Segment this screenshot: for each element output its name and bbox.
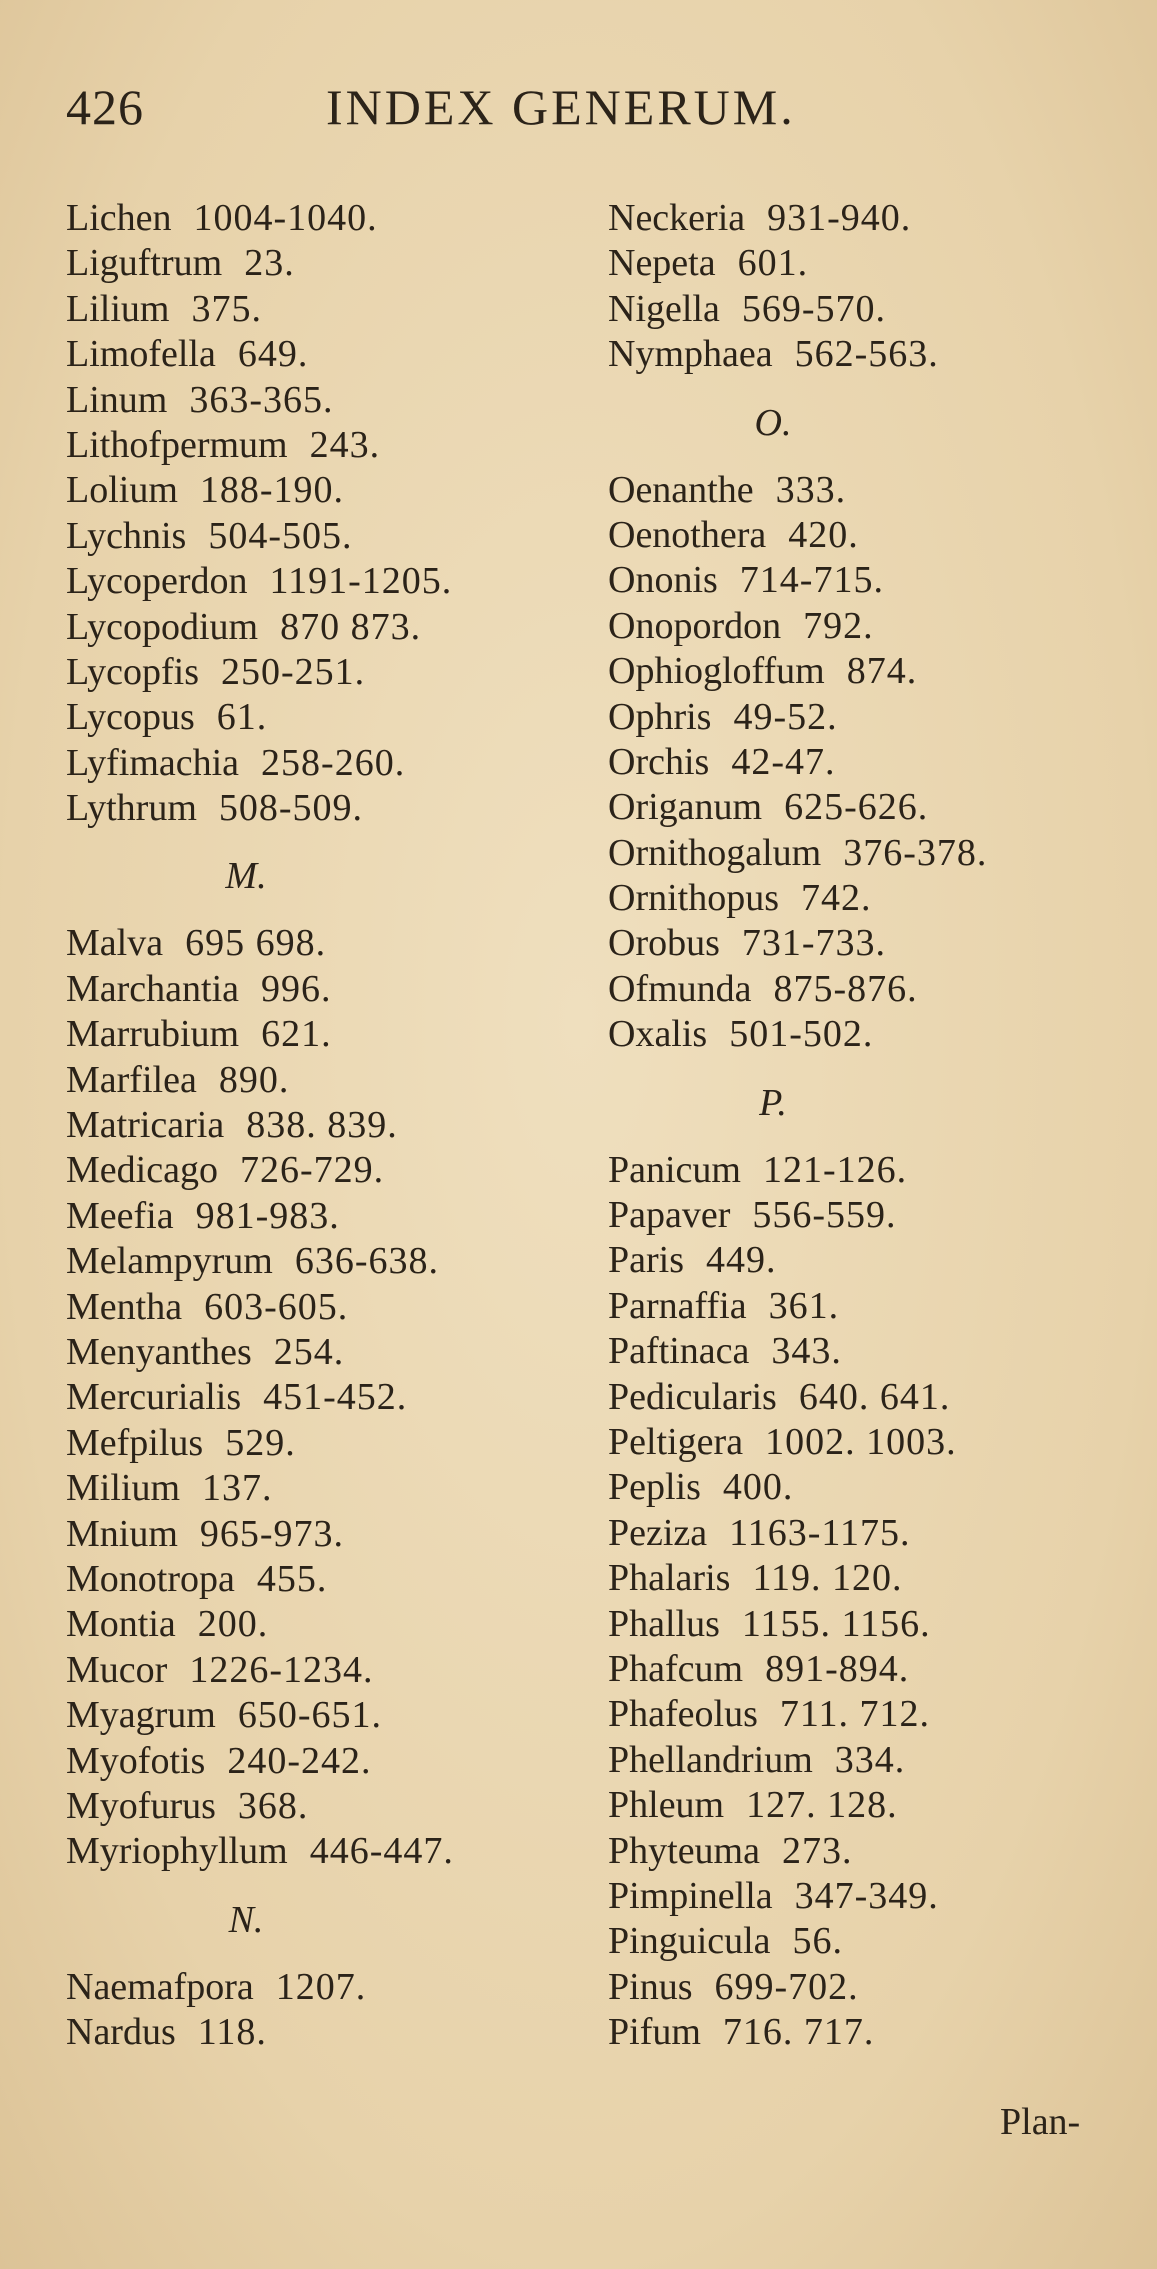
page-references: 200. xyxy=(197,1603,269,1646)
index-entry xyxy=(66,514,586,559)
genus-name: Lycopus xyxy=(66,696,195,739)
page-references: 731-733. xyxy=(741,922,887,965)
index-column-left xyxy=(66,196,586,2055)
index-entry xyxy=(66,605,586,650)
page-references: 258-260. xyxy=(261,741,406,784)
index-entry xyxy=(66,196,586,241)
page-references: 508-509. xyxy=(218,787,364,830)
genus-name: Milium xyxy=(66,1467,181,1510)
genus-name: Mercurialis xyxy=(66,1376,242,1419)
index-entry xyxy=(608,1829,1148,1874)
genus-name: Phleum xyxy=(608,1784,725,1827)
page-references: 1002. 1003. xyxy=(765,1420,957,1463)
genus-name: Ophiogloffum xyxy=(608,650,825,693)
page-references: 119. 120. xyxy=(752,1557,903,1600)
genus-name: Phellandrium xyxy=(608,1738,813,1781)
genus-name: Matricaria xyxy=(66,1104,225,1147)
page-references: 699-702. xyxy=(714,1965,859,2008)
index-entry xyxy=(608,695,1148,740)
page-references: 875-876. xyxy=(773,967,918,1010)
genus-name: Lolium xyxy=(66,469,178,512)
page-references: 556-559. xyxy=(752,1194,897,1237)
genus-name: Mnium xyxy=(66,1512,178,1555)
genus-name: Pinus xyxy=(608,1965,693,2008)
page-references: 61. xyxy=(216,696,268,739)
page-references: 601. xyxy=(737,242,809,285)
page-references: 343. xyxy=(771,1330,842,1373)
page-number: 426 xyxy=(66,79,144,135)
index-entry xyxy=(608,740,1148,785)
page-references: 23. xyxy=(244,242,295,285)
page-references: 1191-1205. xyxy=(269,560,453,603)
page-references: 1155. 1156. xyxy=(741,1602,931,1645)
index-entry xyxy=(66,1421,586,1466)
index-entry xyxy=(608,1692,1148,1737)
genus-name: Lychnis xyxy=(66,514,187,557)
index-entry xyxy=(608,196,1148,241)
page-references: 742. xyxy=(801,877,872,920)
genus-name: Monotropa xyxy=(66,1557,235,1600)
index-entry xyxy=(66,1012,586,1057)
genus-name: Nepeta xyxy=(608,242,716,285)
genus-name: Malva xyxy=(66,922,164,965)
page-references: 716. 717. xyxy=(722,2011,875,2054)
genus-name: Phafeolus xyxy=(608,1693,758,1736)
genus-name: Mucor xyxy=(66,1648,168,1691)
page-references: 420. xyxy=(788,513,859,556)
index-entry xyxy=(608,1647,1148,1692)
genus-name: Pinguicula xyxy=(608,1920,771,1963)
page-references: 649. xyxy=(237,333,309,376)
index-entry xyxy=(608,649,1148,694)
genus-name: Pifum xyxy=(608,2011,701,2054)
genus-name: Ophris xyxy=(608,695,712,738)
index-entry xyxy=(66,1557,586,1602)
page-references: 137. xyxy=(202,1467,273,1510)
index-entry xyxy=(66,1512,586,1557)
genus-name: Paftinaca xyxy=(608,1330,750,1373)
genus-name: Nardus xyxy=(66,2011,176,2054)
index-entry xyxy=(66,1285,586,1330)
index-entry xyxy=(608,1375,1148,1420)
page-references: 1207. xyxy=(275,1965,367,2008)
index-entry xyxy=(608,1965,1148,2010)
page-references: 562-563. xyxy=(794,333,939,376)
index-entry xyxy=(66,967,586,1012)
page-references: 451-452. xyxy=(263,1376,408,1419)
genus-name: Phallus xyxy=(608,1602,720,1645)
index-entry xyxy=(66,1058,586,1103)
index-entry xyxy=(66,1648,586,1693)
genus-name: Phalaris xyxy=(608,1557,731,1600)
page-references: 603-605. xyxy=(204,1285,349,1328)
index-entry xyxy=(608,785,1148,830)
page-references: 375. xyxy=(191,287,262,330)
page-references: 1226-1234. xyxy=(189,1648,374,1691)
genus-name: Mefpilus xyxy=(66,1421,204,1464)
index-entry xyxy=(66,921,586,966)
index-entry xyxy=(66,468,586,513)
genus-name: Ornithogalum xyxy=(608,831,822,874)
index-entry xyxy=(66,1739,586,1784)
genus-name: Linum xyxy=(66,378,168,421)
page-references: 333. xyxy=(775,468,847,511)
genus-name: Marrubium xyxy=(66,1013,240,1056)
genus-name: Peplis xyxy=(608,1466,701,1509)
page-references: 188-190. xyxy=(199,469,345,512)
genus-name: Phyteuma xyxy=(608,1829,760,1872)
genus-name: Orobus xyxy=(608,922,720,965)
section-letter: N. xyxy=(228,1898,264,1941)
index-entry xyxy=(608,1329,1148,1374)
genus-name: Onopordon xyxy=(608,604,782,647)
genus-name: Limofella xyxy=(66,333,216,376)
index-entry xyxy=(608,1874,1148,1919)
index-entry xyxy=(66,741,586,786)
index-entry xyxy=(66,1784,586,1829)
genus-name: Naemafpora xyxy=(66,1965,254,2008)
index-entry xyxy=(66,1693,586,1738)
page-references: 711. 712. xyxy=(779,1693,930,1736)
index-column-right xyxy=(608,196,1148,2055)
index-entry xyxy=(608,967,1148,1012)
index-entry xyxy=(66,1239,586,1284)
index-entry xyxy=(608,468,1148,513)
index-entry xyxy=(608,1511,1148,1556)
index-entry xyxy=(608,287,1148,332)
genus-name: Oenothera xyxy=(608,513,767,556)
genus-name: Phafcum xyxy=(608,1647,744,1690)
genus-name: Myagrum xyxy=(66,1694,216,1737)
page-references: 347-349. xyxy=(794,1874,939,1917)
catchword: Plan- xyxy=(1000,2101,1081,2143)
page-references: 127. 128. xyxy=(746,1784,898,1827)
genus-name: Mentha xyxy=(66,1285,183,1328)
section-letter: P. xyxy=(759,1081,787,1124)
genus-name: Oxalis xyxy=(608,1013,708,1056)
genus-name: Lycopfis xyxy=(66,650,199,693)
genus-name: Nigella xyxy=(608,287,720,330)
page-references: 363-365. xyxy=(189,378,334,421)
genus-name: Lyfimachia xyxy=(66,741,240,784)
page-references: 874. xyxy=(846,650,918,693)
page-references: 650-651. xyxy=(237,1694,383,1737)
page-references: 49-52. xyxy=(733,695,838,738)
page-references: 838. 839. xyxy=(246,1104,398,1147)
genus-name: Lythrum xyxy=(66,787,197,830)
genus-name: Panicum xyxy=(608,1148,741,1191)
page-references: 981-983. xyxy=(195,1194,340,1237)
index-entry xyxy=(66,423,586,468)
page-references: 446-447. xyxy=(309,1830,454,1873)
genus-name: Papaver xyxy=(608,1194,731,1237)
index-entry xyxy=(66,1194,586,1239)
genus-name: Lycoperdon xyxy=(66,560,248,603)
page-references: 240-242. xyxy=(227,1739,372,1782)
genus-name: Melampyrum xyxy=(66,1240,273,1283)
index-entry xyxy=(608,1238,1148,1283)
page-references: 625-626. xyxy=(784,786,929,829)
index-entry xyxy=(608,513,1148,558)
page-references: 529. xyxy=(225,1421,296,1464)
genus-name: Myofurus xyxy=(66,1784,216,1827)
page-references: 376-378. xyxy=(843,831,988,874)
index-entry xyxy=(66,1466,586,1511)
page-references: 695 698. xyxy=(185,922,327,965)
genus-name: Peltigera xyxy=(608,1420,744,1463)
section-letter: M. xyxy=(225,855,267,898)
index-entry xyxy=(66,1602,586,1647)
index-entry xyxy=(66,1375,586,1420)
index-entry xyxy=(608,1556,1148,1601)
genus-name: Medicago xyxy=(66,1149,218,1192)
genus-name: Myofotis xyxy=(66,1739,206,1782)
page-references: 931-940. xyxy=(767,197,912,239)
index-entry xyxy=(66,332,586,377)
index-entry xyxy=(608,921,1148,966)
index-entry xyxy=(608,1284,1148,1329)
index-entry xyxy=(608,1738,1148,1783)
page-references: 121-126. xyxy=(762,1148,908,1191)
index-entry xyxy=(608,1783,1148,1828)
genus-name: Ornithopus xyxy=(608,877,779,920)
page-references: 890. xyxy=(218,1058,290,1101)
index-entry xyxy=(66,695,586,740)
page-references: 636-638. xyxy=(294,1240,440,1283)
genus-name: Ofmunda xyxy=(608,967,752,1010)
page-references: 361. xyxy=(768,1284,840,1327)
index-entry xyxy=(66,287,586,332)
genus-name: Lycopodium xyxy=(66,605,259,648)
index-entry xyxy=(66,241,586,286)
index-entry xyxy=(66,1330,586,1375)
index-entry xyxy=(66,559,586,604)
page-references: 965-973. xyxy=(199,1512,345,1555)
page-references: 726-729. xyxy=(239,1149,385,1192)
page-references: 368. xyxy=(237,1784,309,1827)
page-references: 243. xyxy=(309,423,381,466)
index-entry xyxy=(608,332,1148,377)
page-references: 334. xyxy=(834,1738,906,1781)
genus-name: Peziza xyxy=(608,1511,708,1554)
genus-name: Lichen xyxy=(66,197,172,239)
genus-name: Parnaffia xyxy=(608,1284,747,1327)
genus-name: Marchantia xyxy=(66,967,240,1010)
page-references: 273. xyxy=(781,1829,853,1872)
genus-name: Montia xyxy=(66,1603,176,1646)
index-entry xyxy=(608,876,1148,921)
index-entry xyxy=(608,558,1148,603)
page-references: 504-505. xyxy=(208,514,353,557)
index-entry xyxy=(608,1193,1148,1238)
page-title: INDEX GENERUM. xyxy=(326,79,796,135)
genus-name: Marfilea xyxy=(66,1058,197,1101)
page-references: 400. xyxy=(722,1466,794,1509)
genus-name: Ononis xyxy=(608,559,718,602)
index-entry xyxy=(66,786,586,831)
page-references: 891-894. xyxy=(765,1647,910,1690)
section-letter: O. xyxy=(754,401,792,444)
page-references: 455. xyxy=(256,1557,328,1600)
page-references: 501-502. xyxy=(729,1013,874,1056)
page-references: 621. xyxy=(261,1013,332,1056)
index-entry xyxy=(608,1465,1148,1510)
index-entry xyxy=(66,650,586,695)
genus-name: Oenanthe xyxy=(608,468,754,511)
genus-name: Meefia xyxy=(66,1194,174,1237)
genus-name: Paris xyxy=(608,1239,684,1282)
genus-name: Pedicularis xyxy=(608,1375,777,1418)
index-entry xyxy=(608,1919,1148,1964)
page-references: 56. xyxy=(792,1920,844,1963)
index-entry xyxy=(608,2010,1148,2055)
page-references: 1004-1040. xyxy=(193,197,378,239)
page-header xyxy=(66,78,1096,148)
page-references: 118. xyxy=(197,2011,267,2054)
genus-name: Lithofpermum xyxy=(66,423,288,466)
page-references: 449. xyxy=(706,1239,777,1282)
index-entry xyxy=(608,1012,1148,1057)
index-entry xyxy=(66,378,586,423)
page-references: 640. 641. xyxy=(798,1375,951,1418)
index-entry xyxy=(66,2010,586,2055)
index-entry xyxy=(66,1103,586,1148)
index-entry xyxy=(608,1148,1148,1193)
index-entry xyxy=(608,241,1148,286)
index-entry xyxy=(608,1420,1148,1465)
page-references: 42-47. xyxy=(731,740,836,783)
genus-name: Orchis xyxy=(608,740,710,783)
genus-name: Lilium xyxy=(66,287,170,330)
index-entry xyxy=(66,1829,586,1874)
index-entry xyxy=(66,1965,586,2010)
index-entry xyxy=(608,1602,1148,1647)
genus-name: Liguftrum xyxy=(66,242,223,285)
index-entry xyxy=(66,1148,586,1193)
page-references: 569-570. xyxy=(741,287,887,330)
genus-name: Nymphaea xyxy=(608,333,773,376)
page-references: 996. xyxy=(261,967,332,1010)
genus-name: Origanum xyxy=(608,786,763,829)
page-references: 870 873. xyxy=(280,605,422,648)
genus-name: Neckeria xyxy=(608,197,746,239)
page-references: 254. xyxy=(273,1330,345,1373)
page-references: 250-251. xyxy=(220,650,366,693)
genus-name: Myriophyllum xyxy=(66,1830,288,1873)
page-references: 714-715. xyxy=(739,559,884,602)
genus-name: Pimpinella xyxy=(608,1874,773,1917)
page-references: 1163-1175. xyxy=(729,1511,911,1554)
index-entry xyxy=(608,604,1148,649)
page-references: 792. xyxy=(803,604,874,647)
index-entry xyxy=(608,831,1148,876)
genus-name: Menyanthes xyxy=(66,1330,252,1373)
